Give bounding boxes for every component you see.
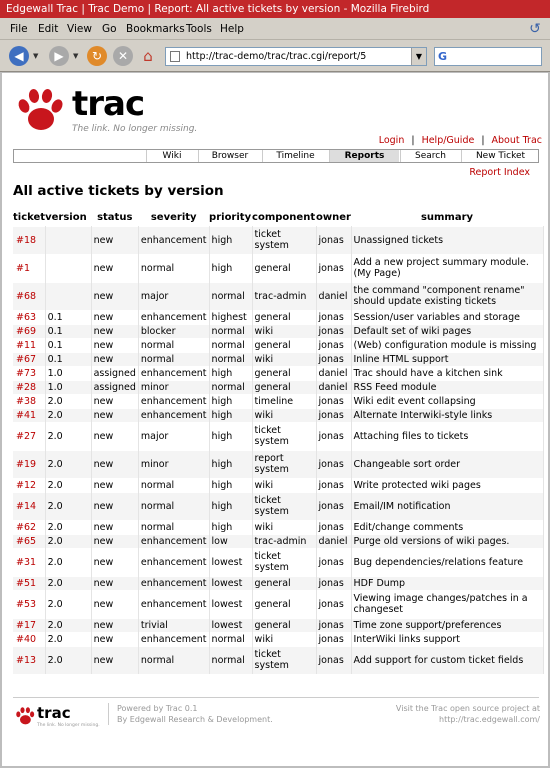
ticket-severity: trivial — [138, 618, 209, 632]
ticket-owner: jonas — [316, 226, 351, 254]
ticket-summary: Inline HTML support — [351, 352, 543, 366]
footer-wordmark: trac — [37, 704, 71, 722]
ticket-priority: high — [209, 366, 252, 380]
ticket-summary: Trac should have a kitchen sink — [351, 366, 543, 380]
ticket-summary: Alternate Interwiki-style links — [351, 408, 543, 422]
ticket-summary: Time zone support/preferences — [351, 618, 543, 632]
ticket-version: 1.0 — [45, 366, 91, 380]
menu-go[interactable]: Go — [102, 23, 117, 35]
ticket-id-link[interactable]: #65 — [13, 534, 45, 548]
ticket-component: wiki — [252, 352, 316, 366]
trac-logo[interactable] — [16, 86, 216, 138]
ticket-severity: enhancement — [138, 590, 209, 618]
ticket-id-link[interactable]: #1 — [13, 254, 45, 282]
col-severity[interactable]: severity — [150, 212, 197, 224]
ticket-summary: Viewing image changes/patches in a changeset — [351, 590, 543, 618]
ticket-priority: normal — [209, 338, 252, 352]
tab-browser[interactable]: Browser — [198, 150, 261, 162]
ticket-owner: daniel — [316, 380, 351, 394]
ticket-component: report system — [252, 450, 316, 478]
ticket-version — [45, 282, 91, 310]
table-row[interactable] — [13, 422, 543, 450]
forward-dropdown-icon[interactable]: ▼ — [73, 52, 79, 60]
ticket-component: ticket system — [252, 226, 316, 254]
ticket-severity: normal — [138, 254, 209, 282]
report-index-link[interactable]: Report Index — [469, 167, 530, 178]
tab-timeline[interactable]: Timeline — [262, 150, 328, 162]
ticket-component: wiki — [252, 324, 316, 338]
home-icon[interactable]: ⌂ — [138, 46, 158, 66]
ticket-severity: enhancement — [138, 632, 209, 646]
ticket-id-link[interactable]: #14 — [13, 492, 45, 520]
ticket-component: trac-admin — [252, 534, 316, 548]
ticket-id-link[interactable]: #41 — [13, 408, 45, 422]
tab-search[interactable]: Search — [400, 150, 460, 162]
menu-help[interactable]: Help — [220, 23, 244, 35]
ticket-id-link[interactable]: #12 — [13, 478, 45, 492]
ticket-priority: normal — [209, 352, 252, 366]
ticket-summary: the command "component rename" should update existing tickets — [351, 282, 543, 310]
ticket-summary: Wiki edit event collapsing — [351, 394, 543, 408]
ticket-severity: enhancement — [138, 366, 209, 380]
footer-paw-icon — [15, 706, 35, 726]
ticket-priority: lowest — [209, 576, 252, 590]
ticket-id-link[interactable]: #19 — [13, 450, 45, 478]
footer-logo[interactable] — [15, 704, 100, 728]
ticket-component: general — [252, 618, 316, 632]
ticket-summary: Write protected wiki pages — [351, 478, 543, 492]
ticket-severity: enhancement — [138, 534, 209, 548]
ticket-owner: jonas — [316, 254, 351, 282]
navigation-toolbar — [0, 40, 550, 72]
table-row[interactable] — [13, 338, 543, 352]
ticket-severity: enhancement — [138, 226, 209, 254]
url-input[interactable] — [165, 47, 427, 66]
ticket-owner: jonas — [316, 310, 351, 324]
ticket-version: 2.0 — [45, 478, 91, 492]
ticket-version: 2.0 — [45, 646, 91, 674]
tab-reports[interactable]: Reports — [329, 150, 399, 162]
ticket-owner: jonas — [316, 450, 351, 478]
ticket-priority: lowest — [209, 548, 252, 576]
ticket-id-link[interactable]: #73 — [13, 366, 45, 380]
ticket-summary: Bug dependencies/relations feature — [351, 548, 543, 576]
powered-by-line1[interactable]: Powered by Trac 0.1 — [117, 704, 198, 713]
ticket-owner: daniel — [316, 366, 351, 380]
meta-navigation: Login | Help/Guide | About Trac — [378, 135, 542, 146]
ticket-status: new — [91, 534, 138, 548]
ticket-summary: Changeable sort order — [351, 450, 543, 478]
table-row[interactable] — [13, 226, 543, 254]
table-row[interactable] — [13, 478, 543, 492]
ticket-severity: normal — [138, 520, 209, 534]
about-trac-link[interactable]: About Trac — [491, 135, 542, 146]
ticket-version: 2.0 — [45, 534, 91, 548]
ticket-owner: jonas — [316, 646, 351, 674]
ticket-status: new — [91, 478, 138, 492]
ticket-owner: jonas — [316, 338, 351, 352]
tab-wiki[interactable]: Wiki — [146, 150, 197, 162]
tickets-table — [13, 210, 544, 674]
visit-trac — [396, 703, 540, 725]
ticket-severity: enhancement — [138, 310, 209, 324]
ticket-component: trac-admin — [252, 282, 316, 310]
ticket-status: new — [91, 548, 138, 576]
ticket-version: 2.0 — [45, 492, 91, 520]
ticket-severity: minor — [138, 380, 209, 394]
menu-file[interactable]: File — [10, 23, 28, 35]
ticket-owner: jonas — [316, 478, 351, 492]
ticket-version: 2.0 — [45, 520, 91, 534]
ticket-component: wiki — [252, 520, 316, 534]
ticket-id-link[interactable]: #51 — [13, 576, 45, 590]
ticket-status: new — [91, 226, 138, 254]
footer-divider — [13, 697, 539, 698]
ticket-owner: jonas — [316, 324, 351, 338]
ticket-component: ticket system — [252, 422, 316, 450]
ticket-status: new — [91, 254, 138, 282]
menu-bar — [0, 18, 550, 40]
ticket-priority: normal — [209, 282, 252, 310]
ticket-owner: jonas — [316, 520, 351, 534]
visit-link[interactable]: http://trac.edgewall.com/ — [439, 715, 540, 724]
table-row[interactable] — [13, 352, 543, 366]
ticket-version: 0.1 — [45, 352, 91, 366]
ticket-summary: Session/user variables and storage — [351, 310, 543, 324]
ticket-id-link[interactable]: #31 — [13, 548, 45, 576]
ticket-component: general — [252, 576, 316, 590]
table-row[interactable] — [13, 646, 543, 674]
ticket-status: new — [91, 646, 138, 674]
ticket-status: new — [91, 422, 138, 450]
table-row[interactable] — [13, 366, 543, 380]
ticket-summary: InterWiki links support — [351, 632, 543, 646]
ticket-id-link[interactable]: #68 — [13, 282, 45, 310]
ticket-severity: normal — [138, 478, 209, 492]
ticket-severity: enhancement — [138, 576, 209, 590]
ticket-priority: high — [209, 254, 252, 282]
ticket-owner: jonas — [316, 590, 351, 618]
ticket-id-link[interactable]: #63 — [13, 310, 45, 324]
table-row[interactable] — [13, 254, 543, 282]
ticket-severity: minor — [138, 450, 209, 478]
ticket-component: wiki — [252, 632, 316, 646]
ticket-id-link[interactable]: #13 — [13, 646, 45, 674]
ticket-priority: normal — [209, 632, 252, 646]
table-row[interactable] — [13, 520, 543, 534]
ticket-id-link[interactable]: #40 — [13, 632, 45, 646]
ticket-version: 2.0 — [45, 394, 91, 408]
ticket-priority: high — [209, 520, 252, 534]
menu-bookmarks[interactable]: Bookmarks — [126, 23, 185, 35]
ticket-summary: Unassigned tickets — [351, 226, 543, 254]
table-row[interactable] — [13, 324, 543, 338]
ticket-owner: jonas — [316, 492, 351, 520]
ticket-version: 2.0 — [45, 618, 91, 632]
ticket-status: new — [91, 632, 138, 646]
table-row[interactable] — [13, 450, 543, 478]
table-row[interactable] — [13, 534, 543, 548]
login-link[interactable]: Login — [378, 135, 405, 146]
table-row[interactable] — [13, 394, 543, 408]
table-row[interactable] — [13, 380, 543, 394]
ticket-severity: normal — [138, 492, 209, 520]
ticket-component: wiki — [252, 478, 316, 492]
ticket-id-link[interactable]: #28 — [13, 380, 45, 394]
ticket-status: new — [91, 576, 138, 590]
ticket-version: 2.0 — [45, 408, 91, 422]
ticket-version: 2.0 — [45, 422, 91, 450]
col-component[interactable]: component — [252, 212, 316, 224]
ticket-priority: high — [209, 422, 252, 450]
col-summary[interactable]: summary — [420, 212, 474, 224]
ticket-severity: major — [138, 282, 209, 310]
ticket-status: new — [91, 394, 138, 408]
window-title: Edgewall Trac | Trac Demo | Report: All active tickets by version - Mozilla Firebird — [0, 0, 550, 18]
ticket-id-link[interactable]: #27 — [13, 422, 45, 450]
ticket-owner: daniel — [316, 534, 351, 548]
ticket-version: 2.0 — [45, 576, 91, 590]
ticket-component: ticket system — [252, 492, 316, 520]
ticket-component: general — [252, 366, 316, 380]
ticket-id-link[interactable]: #18 — [13, 226, 45, 254]
ticket-status: assigned — [91, 380, 138, 394]
col-owner[interactable]: owner — [316, 212, 351, 224]
ticket-version: 2.0 — [45, 450, 91, 478]
ticket-severity: normal — [138, 352, 209, 366]
ticket-status: new — [91, 310, 138, 324]
ticket-status: new — [91, 520, 138, 534]
ticket-priority: lowest — [209, 618, 252, 632]
ticket-priority: low — [209, 534, 252, 548]
table-row[interactable] — [13, 492, 543, 520]
ticket-owner: jonas — [316, 632, 351, 646]
ticket-status: new — [91, 408, 138, 422]
ticket-priority: normal — [209, 380, 252, 394]
search-input[interactable] — [434, 47, 542, 66]
ticket-component: general — [252, 254, 316, 282]
table-row[interactable] — [13, 590, 543, 618]
ticket-id-link[interactable]: #53 — [13, 590, 45, 618]
ticket-severity: enhancement — [138, 394, 209, 408]
ticket-version: 1.0 — [45, 380, 91, 394]
url-text: http://trac-demo/trac/trac.cgi/report/5 — [186, 51, 367, 62]
ticket-severity: enhancement — [138, 548, 209, 576]
col-version[interactable]: version — [45, 212, 87, 224]
page-content — [2, 73, 548, 766]
ticket-severity: normal — [138, 338, 209, 352]
ticket-summary: HDF Dump — [351, 576, 543, 590]
col-priority[interactable]: priority — [209, 212, 252, 224]
ticket-version: 2.0 — [45, 548, 91, 576]
ticket-version: 2.0 — [45, 590, 91, 618]
ticket-id-link[interactable]: #38 — [13, 394, 45, 408]
ticket-summary: RSS Feed module — [351, 380, 543, 394]
footer-tagline: The link. No longer missing. — [37, 723, 100, 728]
ticket-version: 0.1 — [45, 338, 91, 352]
ticket-severity: normal — [138, 646, 209, 674]
ticket-priority: normal — [209, 646, 252, 674]
ticket-id-link[interactable]: #11 — [13, 338, 45, 352]
throbber-icon: ↺ — [529, 21, 541, 37]
ticket-version: 0.1 — [45, 324, 91, 338]
ticket-severity: major — [138, 422, 209, 450]
ticket-owner: jonas — [316, 408, 351, 422]
ticket-id-link[interactable]: #69 — [13, 324, 45, 338]
menu-tools[interactable]: Tools — [186, 23, 212, 35]
ticket-status: new — [91, 450, 138, 478]
ticket-version: 2.0 — [45, 632, 91, 646]
ticket-owner: jonas — [316, 394, 351, 408]
reload-icon[interactable]: ↻ — [87, 46, 107, 66]
ticket-priority: normal — [209, 324, 252, 338]
ticket-component: timeline — [252, 394, 316, 408]
ticket-component: general — [252, 338, 316, 352]
ticket-priority: highest — [209, 310, 252, 324]
paw-icon — [16, 86, 64, 134]
ticket-status: new — [91, 352, 138, 366]
menu-view[interactable]: View — [67, 23, 92, 35]
table-row[interactable] — [13, 310, 543, 324]
main-navigation — [13, 149, 539, 163]
back-icon[interactable]: ◀ — [9, 46, 29, 66]
logo-tagline: The link. No longer missing. — [72, 124, 198, 134]
ticket-severity: enhancement — [138, 408, 209, 422]
table-row[interactable] — [13, 576, 543, 590]
ticket-id-link[interactable]: #17 — [13, 618, 45, 632]
ticket-status: new — [91, 324, 138, 338]
ticket-owner: jonas — [316, 548, 351, 576]
visit-line1: Visit the Trac open source project at — [395, 704, 540, 713]
logo-wordmark: trac — [72, 84, 145, 124]
ticket-summary: Default set of wiki pages — [351, 324, 543, 338]
ticket-priority: high — [209, 492, 252, 520]
ticket-owner: jonas — [316, 422, 351, 450]
ticket-summary: Attaching files to tickets — [351, 422, 543, 450]
ticket-owner: jonas — [316, 618, 351, 632]
help-guide-link[interactable]: Help/Guide — [421, 135, 475, 146]
ticket-summary: Edit/change comments — [351, 520, 543, 534]
tab-new-ticket[interactable]: New Ticket — [461, 150, 539, 162]
ticket-summary: Purge old versions of wiki pages. — [351, 534, 543, 548]
ticket-priority: high — [209, 478, 252, 492]
ticket-severity: blocker — [138, 324, 209, 338]
ticket-status: new — [91, 338, 138, 352]
stop-icon[interactable]: ✕ — [113, 46, 133, 66]
ticket-status: assigned — [91, 366, 138, 380]
table-row[interactable] — [13, 408, 543, 422]
ticket-component: general — [252, 590, 316, 618]
ticket-component: wiki — [252, 408, 316, 422]
ticket-summary: Email/IM notification — [351, 492, 543, 520]
ticket-owner: jonas — [316, 576, 351, 590]
ticket-status: new — [91, 492, 138, 520]
ticket-status: new — [91, 590, 138, 618]
ticket-summary: Add a new project summary module. (My Page) — [351, 254, 543, 282]
ticket-component: general — [252, 310, 316, 324]
ticket-priority: high — [209, 394, 252, 408]
ticket-priority: lowest — [209, 590, 252, 618]
page-icon — [170, 51, 180, 62]
ticket-id-link[interactable]: #62 — [13, 520, 45, 534]
url-dropdown-icon[interactable]: ▼ — [411, 48, 426, 65]
ticket-component: ticket system — [252, 646, 316, 674]
ticket-version: 0.1 — [45, 310, 91, 324]
table-row[interactable] — [13, 618, 543, 632]
google-icon: G — [438, 50, 448, 63]
ticket-priority: high — [209, 226, 252, 254]
forward-icon[interactable]: ▶ — [49, 46, 69, 66]
ticket-owner: daniel — [316, 282, 351, 310]
table-row[interactable] — [13, 632, 543, 646]
col-status[interactable]: status — [97, 212, 133, 224]
ticket-priority: high — [209, 408, 252, 422]
ticket-owner: jonas — [316, 352, 351, 366]
ticket-priority: high — [209, 450, 252, 478]
ticket-summary: Add support for custom ticket fields — [351, 646, 543, 674]
ticket-version — [45, 254, 91, 282]
menu-edit[interactable]: Edit — [38, 23, 59, 35]
ticket-status: new — [91, 282, 138, 310]
ticket-id-link[interactable]: #67 — [13, 352, 45, 366]
ticket-component: ticket system — [252, 548, 316, 576]
table-row[interactable] — [13, 282, 543, 310]
ticket-version — [45, 226, 91, 254]
col-ticket[interactable]: ticket — [13, 212, 46, 224]
back-dropdown-icon[interactable]: ▼ — [33, 52, 39, 60]
ticket-component: general — [252, 380, 316, 394]
ticket-status: new — [91, 618, 138, 632]
table-row[interactable] — [13, 548, 543, 576]
ticket-summary: (Web) configuration module is missing — [351, 338, 543, 352]
powered-by — [108, 703, 273, 725]
page-title: All active tickets by version — [13, 183, 224, 199]
powered-by-line2[interactable]: By Edgewall Research & Development. — [117, 715, 273, 724]
